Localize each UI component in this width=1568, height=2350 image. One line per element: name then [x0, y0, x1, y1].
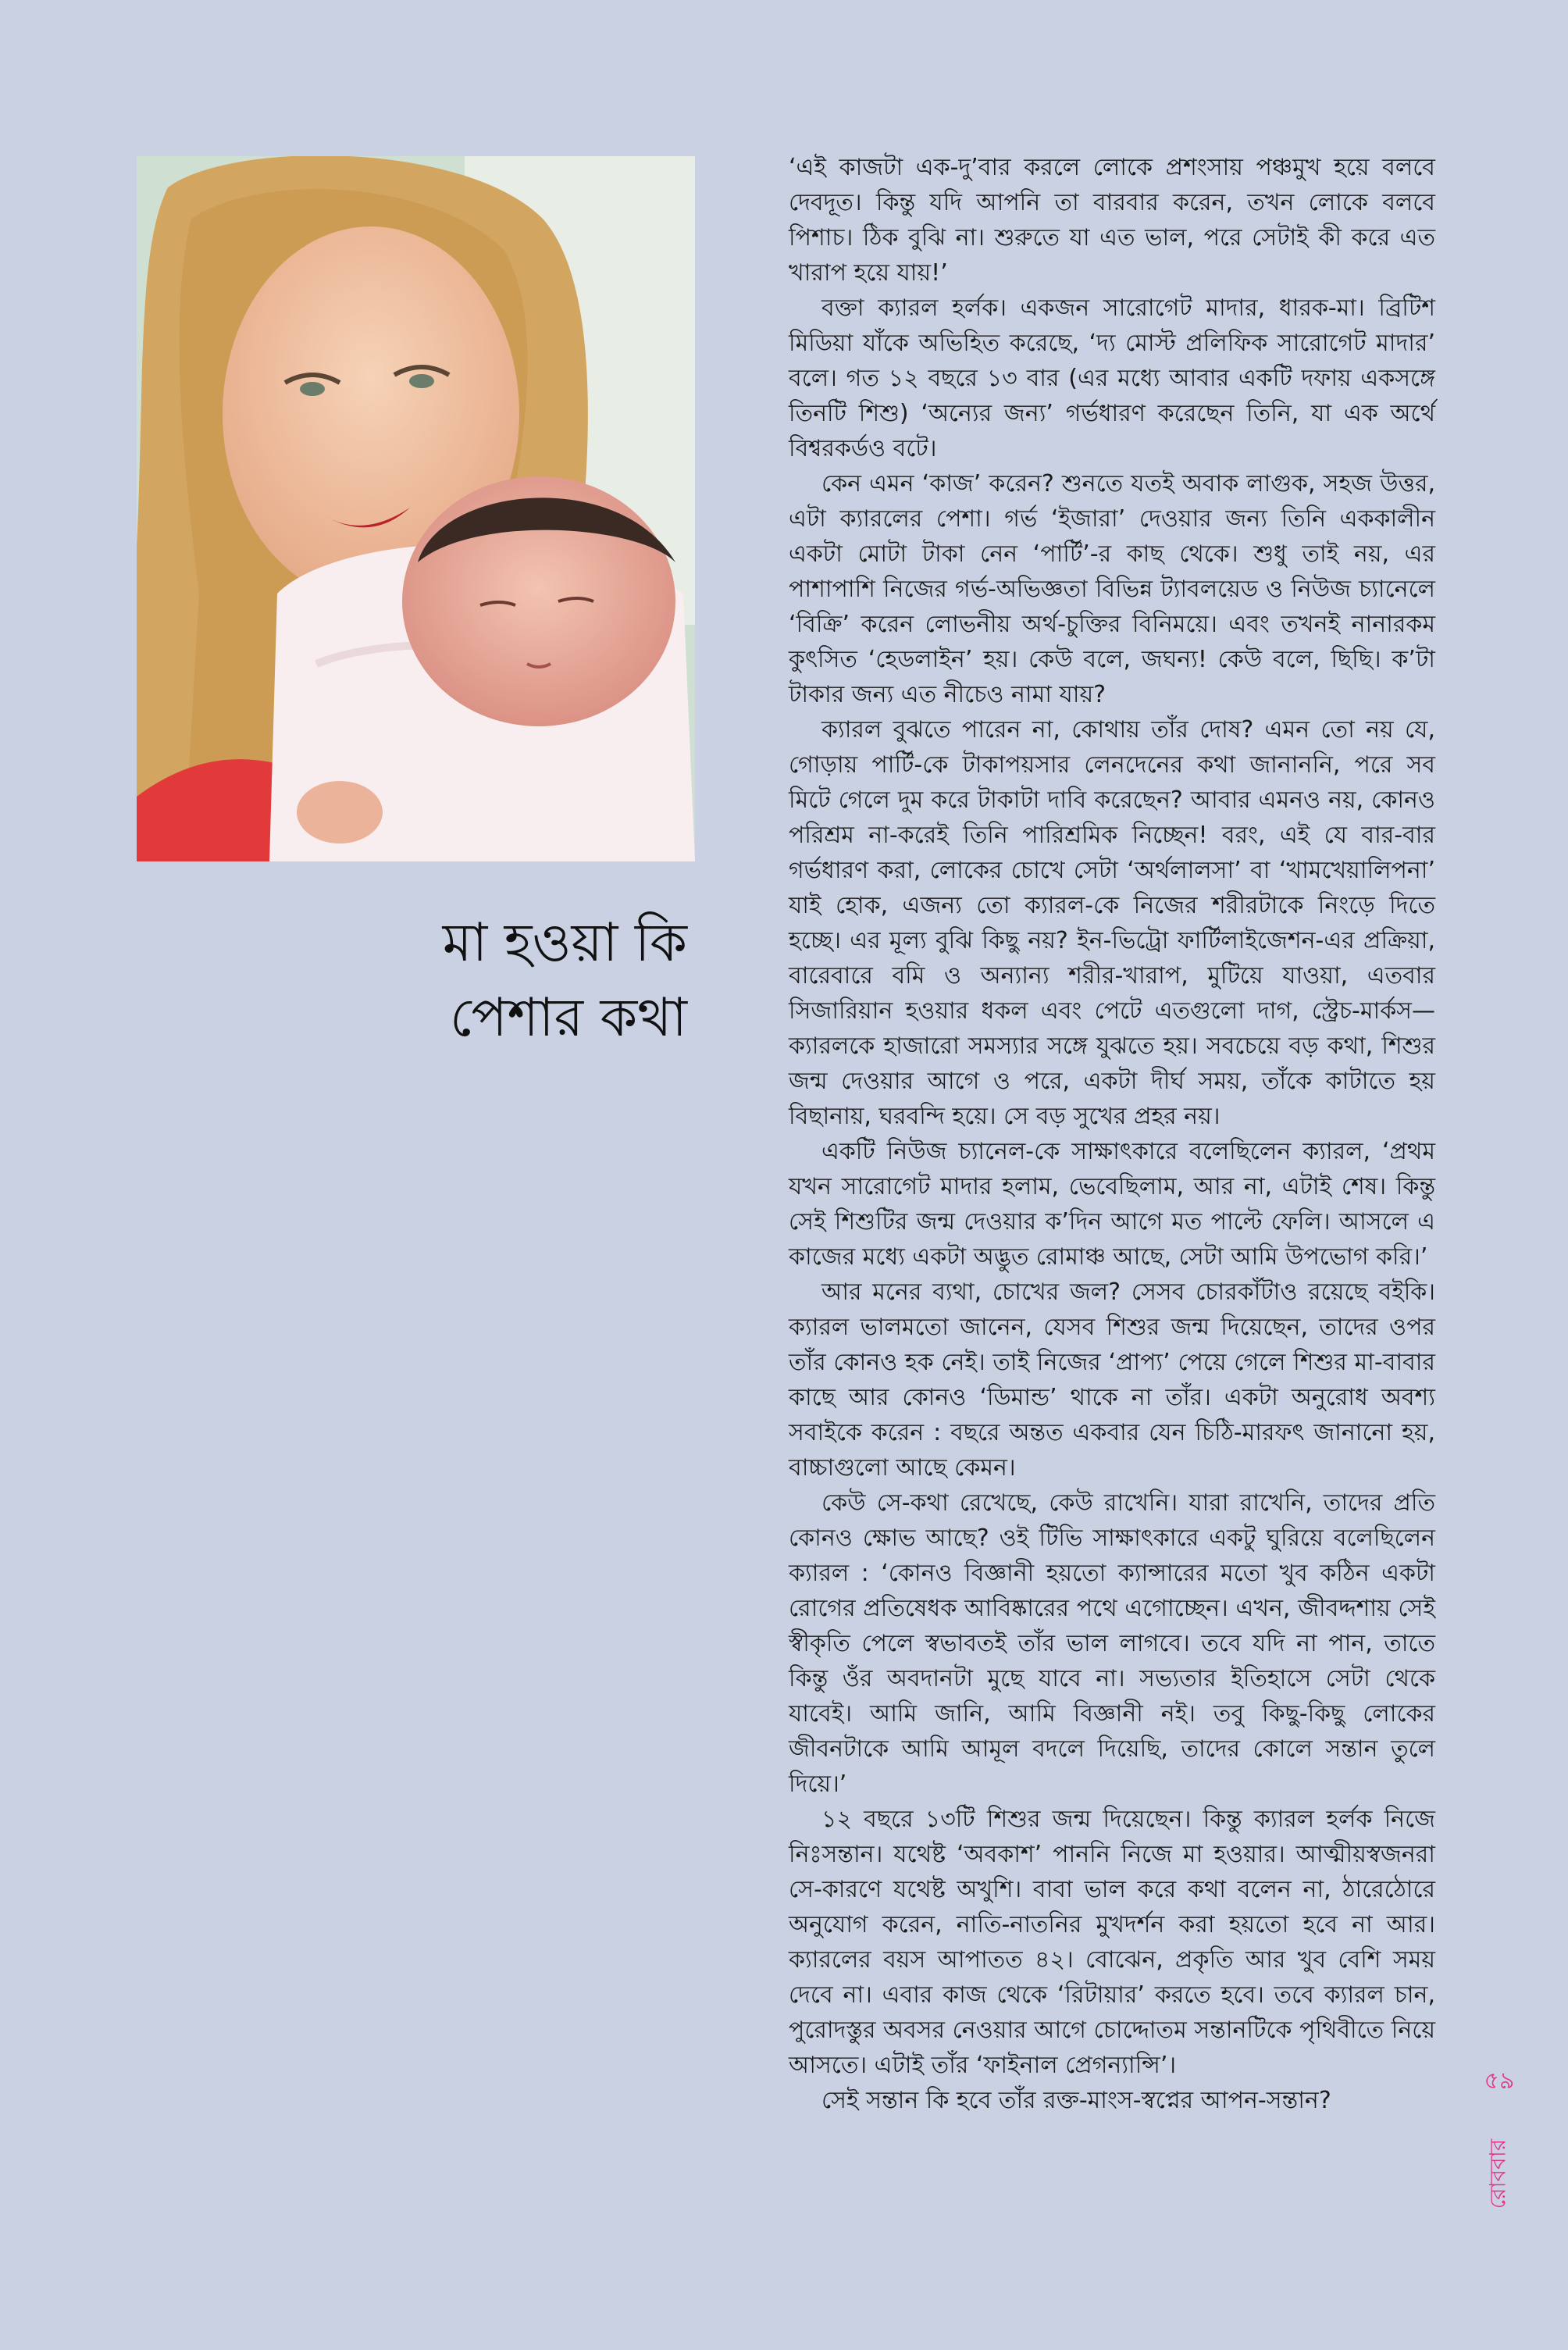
paragraph: একটি নিউজ চ্যানেল-কে সাক্ষাৎকারে বলেছিলেন ক্যারল, ‘প্রথম যখন সারোগেট মাদার হলাম, ভেবেছিলাম, আর না, এটাই শেষ। কিন্তু সেই শিশুটির জন্ম দেওয়ার ক’দিন আগে মত পাল্টে ফেলি। আসলে এ কাজের মধ্যে একটা অদ্ভুত রোমাঞ্চ আছে, সেটা আমি উপভোগ করি।’ [789, 1138, 1435, 1271]
page-number: ৫৯ [1484, 2067, 1515, 2095]
title-line-1: মা হওয়া কি [442, 912, 687, 974]
title-line-2: পেশার কথা [449, 987, 687, 1049]
paragraph: ক্যারল বুঝতে পারেন না, কোথায় তাঁর দোষ? এমন তো নয় যে, গোড়ায় পার্টি-কে টাকাপয়সার লেনদেনের কথা জানাননি, পরে সব মিটে গেলে দুম করে টাকাটা দাবি করেছেন? আবার এমনও নয়, কোনও পরিশ্রম না-করেই তিনি পারিশ্রমিক নিচ্ছেন! বরং, এই যে বার-বার গর্ভধারণ করা, লোকের চোখে সেটা ‘অর্থলালসা’ বা ‘খামখেয়ালিপনা’ যাই হোক, এজন্য তো ক্যারল-কে নিজের শরীরটাকে নিংড়ে দিতে হচ্ছে। এর মূল্য বুঝি কিছু নয়? ইন-ভিট্রো ফার্টিলাইজেশন-এর প্রক্রিয়া, বারেবারে বমি ও অন্যান্য শরীর-খারাপ, মুটিয়ে যাওয়া, এতবার সিজারিয়ান হওয়ার ধকল এবং পেটে এতগুলো দাগ, স্ট্রেচ-মার্কস—ক্যারলকে হাজারো সমস্যার সঙ্গে যুঝতে হয়। সবচেয়ে বড় কথা, শিশুর জন্ম দেওয়ার আগে ও পরে, একটা দীর্ঘ সময়, তাঁকে কাটাতে হয় বিছানায়, ঘরবন্দি হয়ে। সে বড় সুখের প্রহর নয়। [789, 716, 1435, 1130]
article-body [789, 150, 1435, 2118]
page-footer [1480, 2062, 1519, 2210]
paragraph: আর মনের ব্যথা, চোখের জল? সেসব চোরকাঁটাও রয়েছে বইকি। ক্যারল ভালমতো জানেন, যেসব শিশুর জন্ম দিয়েছেন, তাদের ওপর তাঁর কোনও হক নেই। তাই নিজের ‘প্রাপ্য’ পেয়ে গেলে শিশুর মা-বাবার কাছে আর কোনও ‘ডিমান্ড’ থাকে না তাঁর। একটা অনুরোধ অবশ্য সবাইকে করেন : বছরে অন্তত একবার যেন চিঠি-মারফৎ জানানো হয়, বাচ্চাগুলো আছে কেমন। [789, 1278, 1435, 1482]
mother-baby-photo [137, 156, 695, 861]
mother-holding-newborn-photo-icon [137, 156, 695, 861]
paragraph: ১২ বছরে ১৩টি শিশুর জন্ম দিয়েছেন। কিন্তু ক্যারল হর্লক নিজে নিঃসন্তান। যথেষ্ট ‘অবকাশ’ পাননি নিজে মা হওয়ার। আত্মীয়স্বজনরা সে-কারণে যথেষ্ট অখুশি। বাবা ভাল করে কথা বলেন না, ঠারেঠোরে অনুযোগ করেন, নাতি-নাতনির মুখদর্শন করা হয়তো হবে না আর। ক্যারলের বয়স আপাতত ৪২। বোঝেন, প্রকৃতি আর খুব বেশি সময় দেবে না। এবার কাজ থেকে ‘রিটায়ার’ করতে হবে। তবে ক্যারল চান, পুরোদস্তুর অবসর নেওয়ার আগে চোদ্দোতম সন্তানটিকে পৃথিবীতে নিয়ে আসতে। এটাই তাঁর ‘ফাইনাল প্রেগন্যান্সি’। [789, 1806, 1435, 2079]
paragraph: কেউ সে-কথা রেখেছে, কেউ রাখেনি। যারা রাখেনি, তাদের প্রতি কোনও ক্ষোভ আছে? ওই টিভি সাক্ষাৎকারে একটু ঘুরিয়ে বলেছিলেন ক্যারল : ‘কোনও বিজ্ঞানী হয়তো ক্যান্সারের মতো খুব কঠিন একটা রোগের প্রতিষেধক আবিষ্কারের পথে এগোচ্ছেন। এখন, জীবদ্দশায় সেই স্বীকৃতি পেলে স্বভাবতই তাঁর ভাল লাগবে। তবে যদি না পান, তাতে কিন্তু ওঁর অবদানটা মুছে যাবে না। সভ্যতার ইতিহাসে সেটা থেকে যাবেই। আমি জানি, আমি বিজ্ঞানী নই। তবু কিছু-কিছু লোকের জীবনটাকে আমি আমূল বদলে দিয়েছি, তাদের কোলে সন্তান তুলে দিয়ে।’ [789, 1489, 1435, 1798]
article-title [234, 906, 687, 1056]
paragraph: বক্তা ক্যারল হর্লক। একজন সারোগেট মাদার, ধারক-মা। ব্রিটিশ মিডিয়া যাঁকে অভিহিত করেছে, ‘দ্য মোস্ট প্রলিফিক সারোগেট মাদার’ বলে। গত ১২ বছরে ১৩ বার (এর মধ্যে আবার একটি দফায় একসঙ্গে তিনটি শিশু) ‘অন্যের জন্য’ গর্ভধারণ করেছেন তিনি, যা এক অর্থে বিশ্বরকর্ডও বটে। [789, 294, 1435, 462]
paragraph: সেই সন্তান কি হবে তাঁর রক্ত-মাংস-স্বপ্নের আপন-সন্তান? [821, 2087, 1331, 2114]
paragraph: ‘এই কাজটা এক-দু’বার করলে লোকে প্রশংসায় পঞ্চমুখ হয়ে বলবে দেবদূত। কিন্তু যদি আপনি তা বারবার করেন, তখন লোকে বলবে পিশাচ। ঠিক বুঝি না। শুরুতে যা এত ভাল, পরে সেটাই কী করে এত খারাপ হয়ে যায়!’ [789, 154, 1435, 287]
magazine-name: রোববার [1484, 2138, 1511, 2209]
paragraph: কেন এমন ‘কাজ’ করেন? শুনতে যতই অবাক লাগুক, সহজ উত্তর, এটা ক্যারলের পেশা। গর্ভ ‘ইজারা’ দেওয়ার জন্য তিনি এককালীন একটা মোটা টাকা নেন ‘পার্টি’-র কাছ থেকে। শুধু তাই নয়, এর পাশাপাশি নিজের গর্ভ-অভিজ্ঞতা বিভিন্ন ট্যাবলয়েড ও নিউজ চ্যানেলে ‘বিক্রি’ করেন লোভনীয় অর্থ-চুক্তির বিনিময়ে। এবং তখনই নানারকম কুৎসিত ‘হেডলাইন’ হয়। কেউ বলে, জঘন্য! কেউ বলে, ছিছি। ক’টা টাকার জন্য এত নীচেও নামা যায়? [789, 470, 1435, 708]
